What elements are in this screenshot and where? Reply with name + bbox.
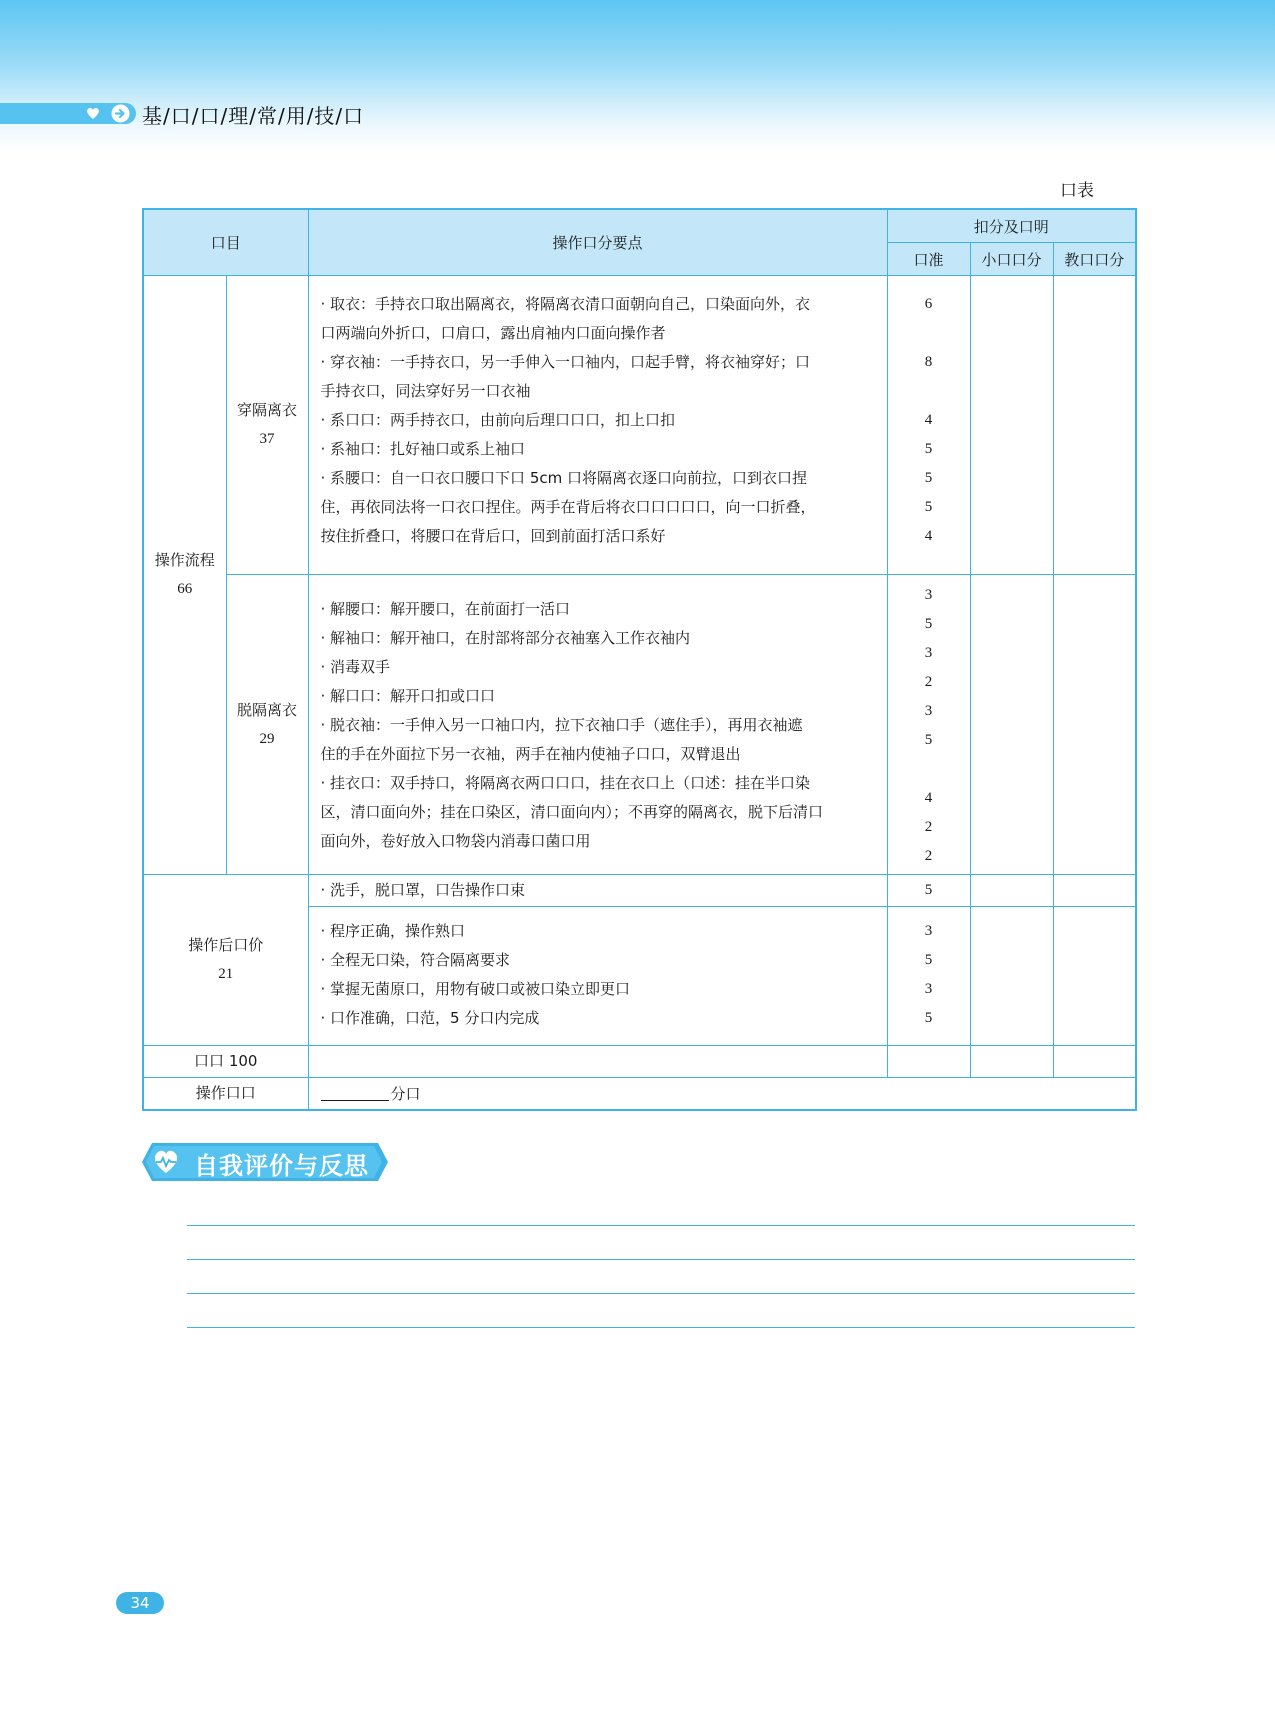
writing-line[interactable]: [187, 1259, 1135, 1260]
score-value: 3: [924, 981, 933, 997]
time-unit: 分口: [390, 1084, 421, 1103]
category-after-label: 操作后口价: [188, 936, 264, 954]
category-process-total: 66: [177, 581, 193, 597]
score-value: 5: [924, 1010, 933, 1026]
total-teacher-score-cell[interactable]: [1053, 1046, 1136, 1078]
after-criteria: [308, 907, 887, 1046]
category-after-total: 21: [218, 966, 234, 982]
total-group-score-cell[interactable]: [970, 1046, 1053, 1078]
subcategory-don: [226, 276, 308, 575]
teacher-score-cell[interactable]: [1053, 875, 1136, 907]
group-score-cell[interactable]: [970, 907, 1053, 1046]
score-value: 5: [924, 732, 933, 748]
writing-line[interactable]: [187, 1327, 1135, 1328]
after-row1: [308, 875, 887, 907]
score-value: 5: [924, 952, 933, 968]
category-after: [143, 875, 308, 1046]
score-value: 5: [887, 875, 970, 907]
score-value: 5: [924, 616, 933, 632]
score-value: 5: [924, 470, 933, 486]
book-title: 基/口/口/理/常/用/技/口: [142, 104, 365, 128]
list-item: · 挂衣口：双手持口，将隔离衣两口口口，挂在衣口上（口述：挂在半口染: [320, 774, 811, 792]
score-value: 3: [924, 587, 933, 603]
after-scores: [887, 907, 970, 1046]
score-value: 3: [924, 703, 933, 719]
list-item: · 脱衣袖：一手伸入另一口袖口内，拉下衣袖口手（遮住手），再用衣袖遮: [320, 716, 803, 734]
group-score-cell[interactable]: [970, 276, 1053, 575]
list-item: · 解口口：解开口扣或口口: [320, 687, 496, 705]
doff-scores: [887, 575, 970, 875]
score-value: 6: [924, 296, 933, 312]
don-steps: [308, 276, 887, 575]
score-value: 4: [924, 412, 933, 428]
list-item: 住的手在外面拉下另一衣袖，两手在袖内使袖子口口，双臂退出: [320, 745, 741, 763]
score-value: 8: [924, 354, 933, 370]
header-group-score: 小口口分: [970, 243, 1053, 276]
header-item: 口目: [143, 209, 308, 276]
writing-line[interactable]: [187, 1225, 1135, 1226]
page-number: 34: [116, 1592, 164, 1614]
list-item: · 系袖口：扎好袖口或系上袖口: [320, 440, 526, 458]
list-item: · 系口口：两手持衣口，由前向后理口口口，扣上口扣: [320, 411, 676, 429]
time-cell[interactable]: [308, 1078, 1136, 1110]
arrow-right-icon: [111, 104, 130, 123]
header-deduction: 扣分及口明: [887, 209, 1136, 243]
score-value: 2: [924, 848, 933, 864]
group-score-cell[interactable]: [970, 875, 1053, 907]
category-process: [143, 276, 226, 875]
subcategory-don-label: 穿隔离衣: [237, 401, 298, 419]
list-item: · 系腰口：自一口衣口腰口下口 5cm 口将隔离衣逐口向前拉，口到衣口捏: [320, 469, 807, 487]
teacher-score-cell[interactable]: [1053, 276, 1136, 575]
subcategory-don-total: 37: [259, 431, 275, 447]
list-item: 面向外，卷好放入口物袋内消毒口菌口用: [320, 832, 591, 850]
list-item: · 穿衣袖：一手持衣口，另一手伸入一口袖内，口起手臂，将衣袖穿好；口: [320, 353, 811, 371]
subcategory-doff-label: 脱隔离衣: [237, 700, 298, 719]
list-item: · 消毒双手: [320, 658, 391, 676]
score-value: 5: [924, 499, 933, 515]
header-teacher-score: 教口口分: [1053, 243, 1136, 276]
list-item: · 取衣：手持衣口取出隔离衣，将隔离衣清口面朝向自己，口染面向外，衣: [320, 295, 811, 313]
section-title: 自我评价与反思: [194, 1152, 369, 1180]
doff-steps: [308, 575, 887, 875]
list-item: · 洗手，脱口罩，口告操作口束: [320, 881, 526, 899]
table-caption: 口表: [1060, 181, 1094, 201]
score-value: 4: [924, 528, 933, 544]
group-score-cell[interactable]: [970, 575, 1053, 875]
time-fill-line[interactable]: [321, 1084, 389, 1101]
list-item: · 口作准确，口范，5 分口内完成: [320, 1009, 540, 1027]
header-standard: 口准: [887, 243, 970, 276]
subcategory-doff: [226, 575, 308, 875]
total-standard-cell: [887, 1046, 970, 1078]
total-points-cell: [308, 1046, 887, 1078]
list-item: 按住折叠口，将腰口在背后口，回到前面打活口系好: [320, 527, 666, 545]
writing-line[interactable]: [187, 1293, 1135, 1294]
list-item: · 解袖口：解开袖口，在肘部将部分衣袖塞入工作衣袖内: [320, 629, 691, 647]
header-points: 操作口分要点: [308, 209, 887, 276]
total-label: 口口 100: [143, 1046, 308, 1078]
list-item: · 解腰口：解开腰口，在前面打一活口: [320, 600, 571, 618]
don-scores: [887, 276, 970, 575]
list-item: 区，清口面向外；挂在口染区，清口面向内）；不再穿的隔离衣，脱下后清口: [320, 803, 824, 821]
heart-icon: [86, 107, 100, 120]
list-item: 口两端向外折口，口肩口，露出肩袖内口面向操作者: [320, 324, 666, 342]
teacher-score-cell[interactable]: [1053, 575, 1136, 875]
subcategory-doff-total: 29: [259, 730, 275, 747]
list-item: 手持衣口，同法穿好另一口衣袖: [320, 382, 531, 400]
time-label: 操作口口: [143, 1078, 308, 1110]
list-item: · 全程无口染，符合隔离要求: [320, 951, 511, 969]
score-value: 3: [924, 645, 933, 661]
score-value: 5: [924, 441, 933, 457]
score-value: 2: [924, 819, 933, 835]
category-process-label: 操作流程: [154, 551, 215, 569]
list-item: · 程序正确，操作熟口: [320, 922, 466, 940]
scoring-table: [142, 208, 1137, 1111]
score-value: 3: [924, 923, 933, 939]
teacher-score-cell[interactable]: [1053, 907, 1136, 1046]
list-item: · 掌握无菌原口，用物有破口或被口染立即更口: [320, 980, 631, 998]
score-value: 2: [924, 674, 933, 690]
score-value: 4: [924, 790, 933, 806]
list-item: 住，再依同法将一口衣口捏住。两手在背后将衣口口口口口，向一口折叠，: [320, 498, 816, 516]
